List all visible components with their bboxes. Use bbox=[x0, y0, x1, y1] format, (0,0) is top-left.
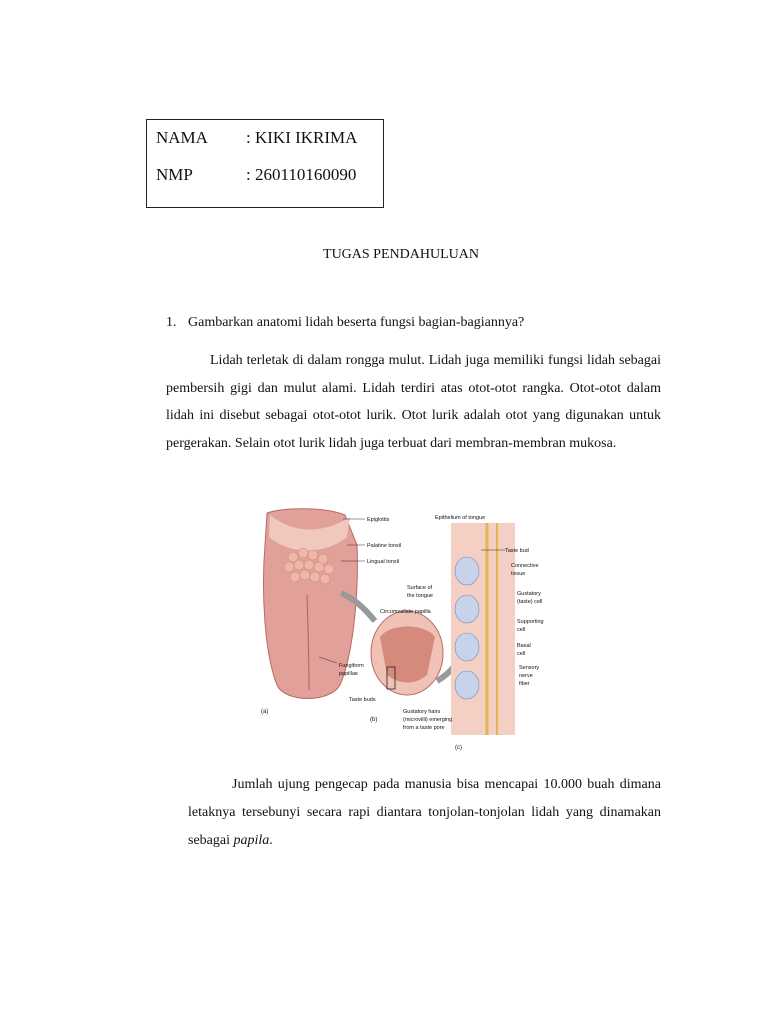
paragraph-2 bbox=[188, 771, 661, 855]
question-number: 1. bbox=[166, 315, 177, 330]
label-basal-2: cell bbox=[517, 651, 526, 657]
label-palatine-tonsil: Palatine tonsil bbox=[367, 543, 402, 549]
label-connective-2: tissue bbox=[511, 571, 526, 577]
label-gustatory-cell-1: Gustatory bbox=[517, 591, 541, 597]
label-fungiform-2: papillae bbox=[339, 671, 358, 677]
question bbox=[166, 315, 524, 331]
papila-term: papila bbox=[233, 833, 270, 848]
label-gustatory-hairs-3: from a taste pore bbox=[403, 725, 445, 731]
name-value: : KIKI IKRIMA bbox=[246, 128, 358, 147]
nmp-label: NMP bbox=[156, 165, 193, 184]
label-surface-2: the tongue bbox=[407, 593, 433, 599]
page-title: TUGAS PENDAHULUAN bbox=[323, 247, 479, 262]
label-epithelium: Epithelium of tongue bbox=[435, 515, 486, 521]
label-surface-1: Surface of bbox=[407, 585, 433, 591]
label-gustatory-hairs-2: (microvilli) emerging bbox=[403, 717, 453, 723]
nmp-value: : 260110160090 bbox=[246, 165, 357, 184]
question-text: Gambarkan anatomi lidah beserta fungsi bagian-bagiannya? bbox=[188, 315, 525, 330]
papilla-illustration bbox=[371, 611, 443, 695]
tongue-anatomy-figure bbox=[255, 505, 555, 755]
epithelium-illustration bbox=[451, 523, 515, 735]
label-connective-1: Connective bbox=[511, 563, 539, 569]
panel-c-label: (c) bbox=[455, 745, 462, 751]
label-sensory-3: fiber bbox=[519, 681, 530, 687]
label-gustatory-hairs-1: Gustatory hairs bbox=[403, 709, 441, 715]
paragraph-1 bbox=[166, 347, 661, 457]
label-taste-buds: Taste buds bbox=[349, 697, 376, 703]
label-gustatory-cell-2: (taste) cell bbox=[517, 599, 543, 605]
label-fungiform-1: Fungiform bbox=[339, 663, 364, 669]
panel-a-label: (a) bbox=[261, 709, 269, 715]
paragraph-2-text: Jumlah ujung pengecap pada manusia bisa mencapai 10.000 buah dimana letaknya tersebunyi secara rapi diantara tonjolan-tonjolan lidah yang dinamakan sebagai bbox=[188, 777, 661, 848]
paragraph-2-end: . bbox=[269, 833, 273, 848]
panel-b-label: (b) bbox=[370, 717, 378, 723]
label-lingual-tonsil: Lingual tonsil bbox=[367, 559, 400, 565]
label-taste-bud: Taste bud bbox=[505, 548, 529, 554]
label-basal-1: Basal bbox=[517, 643, 531, 649]
label-sensory-1: Sensory bbox=[519, 665, 540, 671]
paragraph-1-text: Lidah terletak di dalam rongga mulut. Lidah juga memiliki fungsi lidah sebagai pembersih gigi dan mulut alami. Lidah terdiri atas otot-otot rangka. Otot-otot dalam lidah ini disebut sebagai otot-otot lurik. Otot lurik adalah otot yang digunakan untuk pergerakan. Selain otot lurik lidah juga terbuat dari membran-membran mukosa. bbox=[166, 353, 661, 451]
identity-box bbox=[146, 119, 384, 208]
name-label: NAMA bbox=[156, 128, 208, 147]
label-supporting-2: cell bbox=[517, 627, 526, 633]
label-circumvallate: Circumvallate papilla bbox=[380, 609, 431, 615]
label-sensory-2: nerve bbox=[519, 673, 533, 679]
label-supporting-1: Supporting bbox=[517, 619, 544, 625]
label-epiglottis: Epiglottis bbox=[367, 517, 390, 523]
